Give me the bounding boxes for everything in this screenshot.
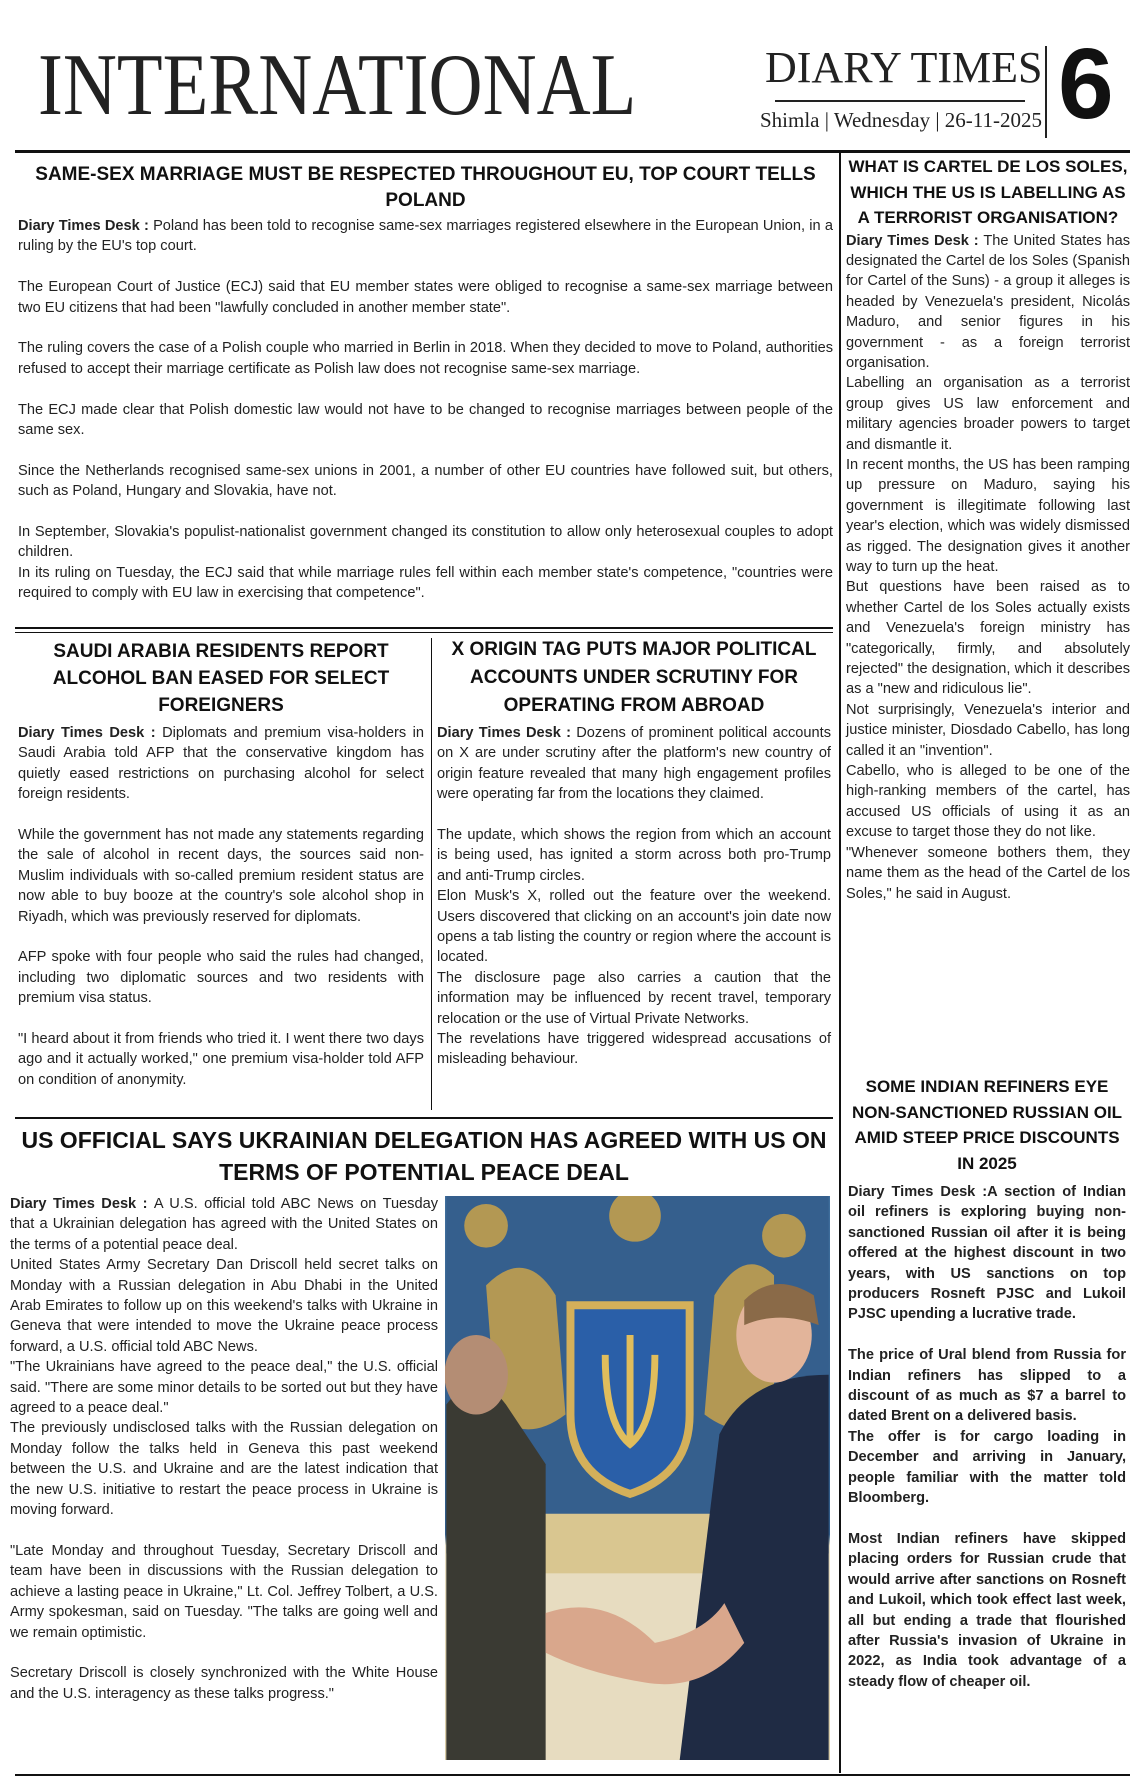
paragraph: The disclosure page also carries a caution that the information may be influenced by recent travel, temporary relocation or the use of Virtual Private Networks. <box>437 969 831 1027</box>
newspaper-brand: DIARY TIMES <box>765 43 1043 92</box>
paragraph: Diplomats and premium visa-holders in Saudi Arabia told AFP that the conservative kingdom has quietly eased restrictions on purchasing alcohol for select foreign residents. <box>18 725 425 803</box>
paragraph: "I heard about it from friends who tried it. I went there two days ago and it actually worked," one premium visa-holder told AFP on condition of anonymity. <box>18 1031 424 1088</box>
paragraph: Elon Musk's X, rolled out the feature over the weekend. Users discovered that clicking on an account's join date now opens a tab listing the country or region where the account is located. <box>437 888 831 966</box>
paragraph: "Whenever someone bothers them, they name them as the head of the Cartel de los Soles," he said in August. <box>846 844 1130 902</box>
article-saudi <box>18 638 424 1090</box>
divider <box>15 627 833 629</box>
paragraph: But questions have been raised as to whether Cartel de los Soles actually exists and Venezuela's foreign ministry has "categorically, firmly, and absolutely rejected" the designation, which it describes as a "new and ridiculous lie". <box>846 579 1130 698</box>
paragraph: Poland has been told to recognise same-sex marriages registered elsewhere in the European Union, in a ruling by the EU's top court. <box>18 218 834 255</box>
byline: Diary Times Desk : <box>18 725 163 741</box>
article-x-origin <box>437 636 831 1070</box>
headline: SOME INDIAN REFINERS EYE NON-SANCTIONED RUSSIAN OIL AMID STEEP PRICE DISCOUNTS IN 2025 <box>851 1077 1123 1173</box>
paragraph: Cabello, who is alleged to be one of the high-ranking members of the cartel, has accused US officials of using it as an excuse to target those they do not like. <box>846 763 1130 841</box>
paragraph: The United States has designated the Cartel de los Soles (Spanish for Cartel of the Suns) - a group it alleges is headed by Venezuela's president, Nicolás Maduro, and senior figures in his government - as a foreign terrorist organisation. <box>846 232 1131 371</box>
divider <box>775 100 1025 102</box>
byline: Diary Times Desk : <box>437 725 577 741</box>
divider <box>15 632 833 633</box>
paragraph: The ruling covers the case of a Polish couple who married in Berlin in 2018. When they decided to move to Poland, authorities refused to accept their marriage certificate as Polish law does not recognise same-sex marriage. <box>18 340 833 377</box>
divider <box>15 1117 833 1119</box>
headline: SAUDI ARABIA RESIDENTS REPORT ALCOHOL BAN EASED FOR SELECT FOREIGNERS <box>52 641 390 716</box>
paragraph: "Late Monday and throughout Tuesday, Secretary Driscoll and team have been in discussions with the Russian delegation to achieve a lasting peace in Ukraine," Lt. Col. Jeffrey Tolbert, a U.S. Army spokesman, said on Tuesday. "The talks are going well and we remain optimistic. <box>10 1542 438 1641</box>
paragraph: In its ruling on Tuesday, the ECJ said that while marriage rules fell within each member state's competence, "countries were required to comply with EU law in exercising that competence". <box>18 564 833 602</box>
paragraph: In September, Slovakia's populist-nationalist government changed its constitution to allow only heterosexual couples to adopt children. <box>18 524 833 561</box>
paragraph: "The Ukrainians have agreed to the peace deal," the U.S. official said. "There are some minor details to be sorted out but they have agreed to a peace deal." <box>10 1359 438 1417</box>
paragraph: Since the Netherlands recognised same-sex unions in 2001, a number of other EU countries have followed suit, but others, such as Poland, Hungary and Slovakia, have not. <box>18 462 833 500</box>
paragraph: AFP spoke with four people who said the rules had changed, including two diplomatic sources and two residents with premium visa status. <box>18 949 424 1007</box>
paragraph: The offer is for cargo loading in December and arriving in January, people familiar with the matter told Bloomberg. <box>848 1428 1126 1507</box>
divider <box>15 150 1130 153</box>
paragraph: A U.S. official told ABC News on Tuesday that a Ukrainian delegation has agreed with the United States on the terms of a potential peace deal. <box>10 1196 439 1253</box>
paragraph: Not surprisingly, Venezuela's interior and justice minister, Diosdado Cabello, has long called it an "invention". <box>846 701 1130 759</box>
paragraph: The European Court of Justice (ECJ) said that EU member states were obliged to recognise a same-sex marriage between two EU citizens that had been "lawfully concluded in another member state". <box>18 279 833 316</box>
paragraph: The revelations have triggered widespread accusations of misleading behaviour. <box>437 1031 831 1068</box>
paragraph: A section of Indian oil refiners is exploring buying non-sanctioned Russian oil after it is being offered at the highest discount in two years, with US sanctions on top producers Rosneft PJSC and Lukoil PJSC upending a lucrative trade. <box>848 1184 1126 1323</box>
paragraph: The previously undisclosed talks with the Russian delegation on Monday follow the talks held in Geneva this past weekend between the U.S. and Ukraine and are the latest indication that the new U.S. initiative to restart the peace process in Ukraine is moving forward. <box>10 1420 438 1519</box>
dateline: Shimla | Wednesday | 26-11-2025 <box>760 108 1043 132</box>
byline: Diary Times Desk : <box>18 218 154 234</box>
column-divider <box>839 153 841 1773</box>
divider <box>1045 46 1047 138</box>
headline: X ORIGIN TAG PUTS MAJOR POLITICAL ACCOUNTS UNDER SCRUTINY FOR OPERATING FROM ABROAD <box>451 639 817 716</box>
paragraph: While the government has not made any statements regarding the sale of alcohol in recent days, the sources said non-Muslim individuals with so-called premium resident status are now able to buy booze at the country's sole alcohol shop in Riyadh, which was previously reserved for diplomats. <box>18 827 424 925</box>
article-eu <box>18 162 833 604</box>
article-ukraine <box>10 1194 438 1704</box>
paragraph: Dozens of prominent political accounts on X are under scrutiny after the platform's new country of origin feature revealed that many high engagement profiles were operating far from the locations they claimed. <box>437 725 831 803</box>
headline: US OFFICIAL SAYS UKRAINIAN DELEGATION HAS AGREED WITH US ON TERMS OF POTENTIAL PEACE DEAL <box>21 1127 827 1185</box>
column-divider <box>431 638 432 1110</box>
byline: Diary Times Desk : <box>846 232 984 249</box>
divider <box>15 1774 1130 1776</box>
section-title: INTERNATIONAL <box>38 37 637 134</box>
byline: Diary Times Desk : <box>10 1196 154 1212</box>
headline: WHAT IS CARTEL DE LOS SOLES, WHICH THE US IS LABELLING AS A TERRORIST ORGANISATION? <box>848 157 1128 227</box>
photo-illustration <box>445 1196 830 1760</box>
paragraph: The ECJ made clear that Polish domestic law would not have to be changed to recognise marriages between people of the same sex. <box>18 401 833 439</box>
paragraph: Secretary Driscoll is closely synchronized with the White House and the U.S. interagency as these talks progress." <box>10 1665 438 1702</box>
paragraph: United States Army Secretary Dan Driscoll held secret talks on Monday with a Russian delegation in Abu Dhabi in the United Arab Emirates to follow up on this weekend's talks with Ukraine in Geneva that were intended to move the Ukraine peace process forward, a U.S. official told ABC News. <box>10 1257 438 1355</box>
byline: Diary Times Desk : <box>848 1184 988 1200</box>
paragraph: Labelling an organisation as a terrorist group gives US law enforcement and military agencies broader powers to target and dismantle it. <box>846 375 1130 453</box>
paragraph: In recent months, the US has been ramping up pressure on Maduro, saying his government is illegitimate following last year's election, which was widely dismissed as rigged. The designation gives it another way to turn up the heat. <box>846 456 1130 575</box>
headline: SAME-SEX MARRIAGE MUST BE RESPECTED THROUGHOUT EU, TOP COURT TELLS POLAND <box>35 164 816 211</box>
paragraph: Most Indian refiners have skipped placing orders for Russian crude that would arrive after sanctions on Rosneft and Lukoil, which took effect last week, all but ending a trade that flourished after Russia's invasion of Ukraine in 2022, as India took advantage of a steady flow of cheaper oil. <box>848 1530 1126 1690</box>
article-refiners <box>848 1074 1126 1692</box>
article-cartel <box>846 154 1130 904</box>
paragraph: The update, which shows the region from which an account is being used, has ignited a storm across both pro-Trump and anti-Trump circles. <box>437 827 831 884</box>
page-number: 6 <box>1058 28 1114 140</box>
paragraph: The price of Ural blend from Russia for Indian refiners has slipped to a discount of as much as $7 a barrel to dated Brent on a delivered basis. <box>848 1347 1126 1425</box>
news-photo <box>445 1196 830 1760</box>
